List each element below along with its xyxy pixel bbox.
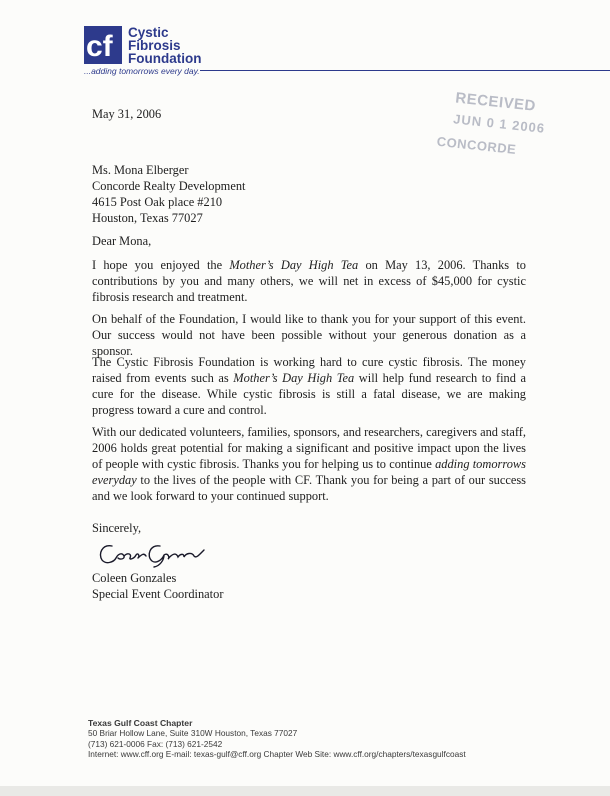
paragraph-4: With our dedicated volunteers, families, sponsors, and researchers, caregivers and staff, 2006 holds great potential for making a significant and positive impact upon the lives of people with cystic fibrosis. Thanks you for helping us to continue adding tomorrows everyday to the lives of the people with CF. Thank you for being a part of our success and we look forward to your continued support.	[92, 425, 526, 503]
signer-block	[92, 570, 526, 602]
stamp-received: RECEIVED	[454, 89, 537, 115]
recipient-name: Ms. Mona Elberger	[92, 163, 189, 177]
footer-chapter: Texas Gulf Coast Chapter	[88, 718, 193, 728]
chapter-footer	[88, 718, 466, 760]
recipient-street: 4615 Post Oak place #210	[92, 195, 223, 209]
page-bottom-edge	[0, 786, 610, 796]
footer-phone: (713) 621-0006 Fax: (713) 621-2542	[88, 738, 223, 749]
cff-logo	[84, 26, 214, 78]
org-tagline: ...adding tomorrows every day.	[84, 66, 200, 76]
signer-title: Special Event Coordinator	[92, 587, 224, 601]
footer-web: Internet: www.cff.org E-mail: texas-gulf@cff.org Chapter Web Site: www.cff.org/chapters/texasgulfcoast	[88, 749, 466, 760]
paragraph-1: I hope you enjoyed the Mother’s Day High Tea on May 13, 2006. Thanks to contributions by you and many others, we will net in excess of $45,000 for cystic fibrosis research and treatment.	[92, 258, 526, 304]
cf-logo-mark	[84, 26, 122, 64]
stamp-date: JUN 0 1 2006	[452, 111, 546, 136]
recipient-company: Concorde Realty Development	[92, 179, 246, 193]
stamp-company: CONCORDE	[436, 133, 518, 158]
recipient-city: Houston, Texas 77027	[92, 211, 203, 225]
signer-name: Coleen Gonzales	[92, 571, 177, 585]
recipient-address	[92, 162, 526, 226]
footer-address: 50 Briar Hollow Lane, Suite 310W Houston, Texas 77027	[88, 728, 298, 739]
handwritten-signature	[98, 540, 208, 568]
paragraph-2: On behalf of the Foundation, I would like to thank you for your support of this event. Our success would not have been possible without your generous donation as a sponsor.	[92, 312, 526, 358]
org-name: Cystic Fibrosis Foundation	[128, 25, 202, 66]
letter-date: May 31, 2006	[92, 107, 162, 121]
paragraph-3: The Cystic Fibrosis Foundation is working hard to cure cystic fibrosis. The money raised from events such as Mother’s Day High Tea will help fund research to find a cure for the disease. While cystic fibrosis is still a fatal disease, we are making progress toward a cure and control.	[92, 355, 526, 417]
header-rule	[200, 70, 610, 71]
salutation: Dear Mona,	[92, 234, 152, 248]
logo-initials: cf	[86, 30, 113, 63]
closing: Sincerely,	[92, 521, 142, 535]
